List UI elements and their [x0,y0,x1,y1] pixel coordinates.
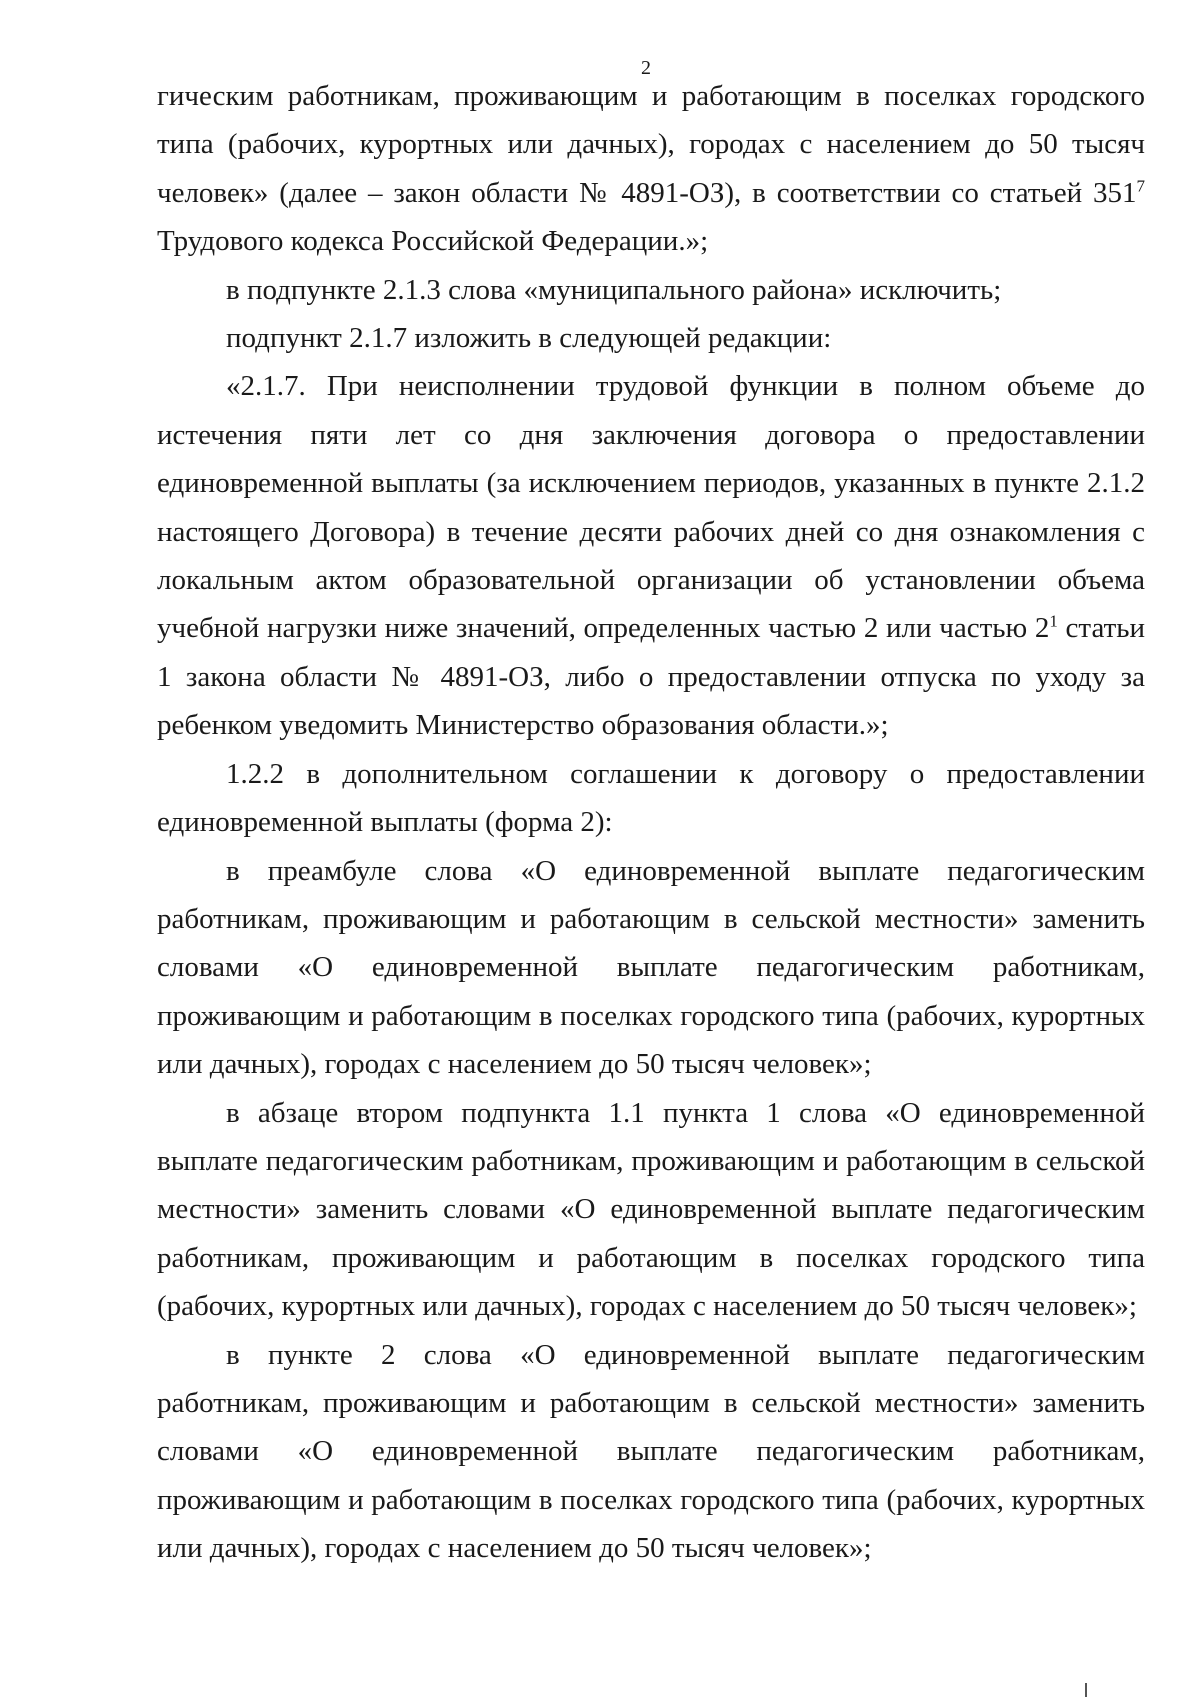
paragraph-subpoint-2-1-7-text [157,362,1145,749]
paragraph-text: 1.2.2 в дополнительном соглашении к договору о предоставлении единовременной выплаты (форма 2): [157,757,1145,839]
page-number: 2 [641,57,651,79]
paragraph-subpoint-2-1-3 [157,266,1145,314]
paragraph-preamble-change [157,847,1145,1089]
scan-mark [1085,1683,1087,1697]
superscript: 7 [1136,176,1145,196]
paragraph-text: в абзаце втором подпункта 1.1 пункта 1 слова «О единовременной выплате педагогическим работникам, проживающим и работающим в сельской местности» заменить словами «О единовременной выплате педагогическим работникам, проживающим и работающим в поселках городского типа (рабочих, курортных или дачных), городах с населением до 50 тысяч человек»; [157,1096,1145,1323]
paragraph-text: в преамбуле слова «О единовременной выплате педагогическим работникам, проживающим и работающим в сельской местности» заменить словами «О единовременной выплате педагогическим работникам, проживающим и работающим в поселках городского типа (рабочих, курортных или дачных), городах с населением до 50 тысяч человек»; [157,854,1145,1081]
paragraph-text: в подпункте 2.1.3 слова «муниципального района» исключить; [226,273,1002,306]
paragraph-subpoint-1-1-change [157,1089,1145,1331]
document-body [157,72,1145,1573]
paragraph-section-1-2-2 [157,750,1145,847]
paragraph-text: подпункт 2.1.7 изложить в следующей редакции: [226,322,832,355]
paragraph-text: статьи 1 закона области № 4891-ОЗ, либо о предоставлении отпуска по уходу за ребенком уведомить Министерство образования области.»; [157,612,1145,742]
paragraph-continuation [157,72,1145,266]
paragraph-text: Трудового кодекса Российской Федерации.»; [157,225,709,258]
superscript: 1 [1049,611,1058,631]
paragraph-text: в пункте 2 слова «О единовременной выплате педагогическим работникам, проживающим и работающим в сельской местности» заменить словами «О единовременной выплате педагогическим работникам, проживающим и работающим в поселках городского типа (рабочих, курортных или дачных), городах с населением до 50 тысяч человек»; [157,1338,1145,1565]
paragraph-text: «2.1.7. При неисполнении трудовой функции в полном объеме до истечения пяти лет со дня заключения договора о предоставлении единовременной выплаты (за исключением периодов, указанных в пункте 2.1.2 настоящего Договора) в течение десяти рабочих дней со дня ознакомления с локальным актом образовательной организации об установлении объема учебной нагрузки ниже значений, определенных частью 2 или частью 2 [157,370,1145,645]
paragraph-text: гическим работникам, проживающим и работающим в поселках городского типа (рабочих, курортных или дачных), городах с населением до 50 тысяч человек» (далее – закон области № 4891-ОЗ), в соответствии со статьей 351 [157,80,1145,209]
paragraph-point-2-change [157,1331,1145,1573]
paragraph-subpoint-2-1-7-intro [157,314,1145,362]
